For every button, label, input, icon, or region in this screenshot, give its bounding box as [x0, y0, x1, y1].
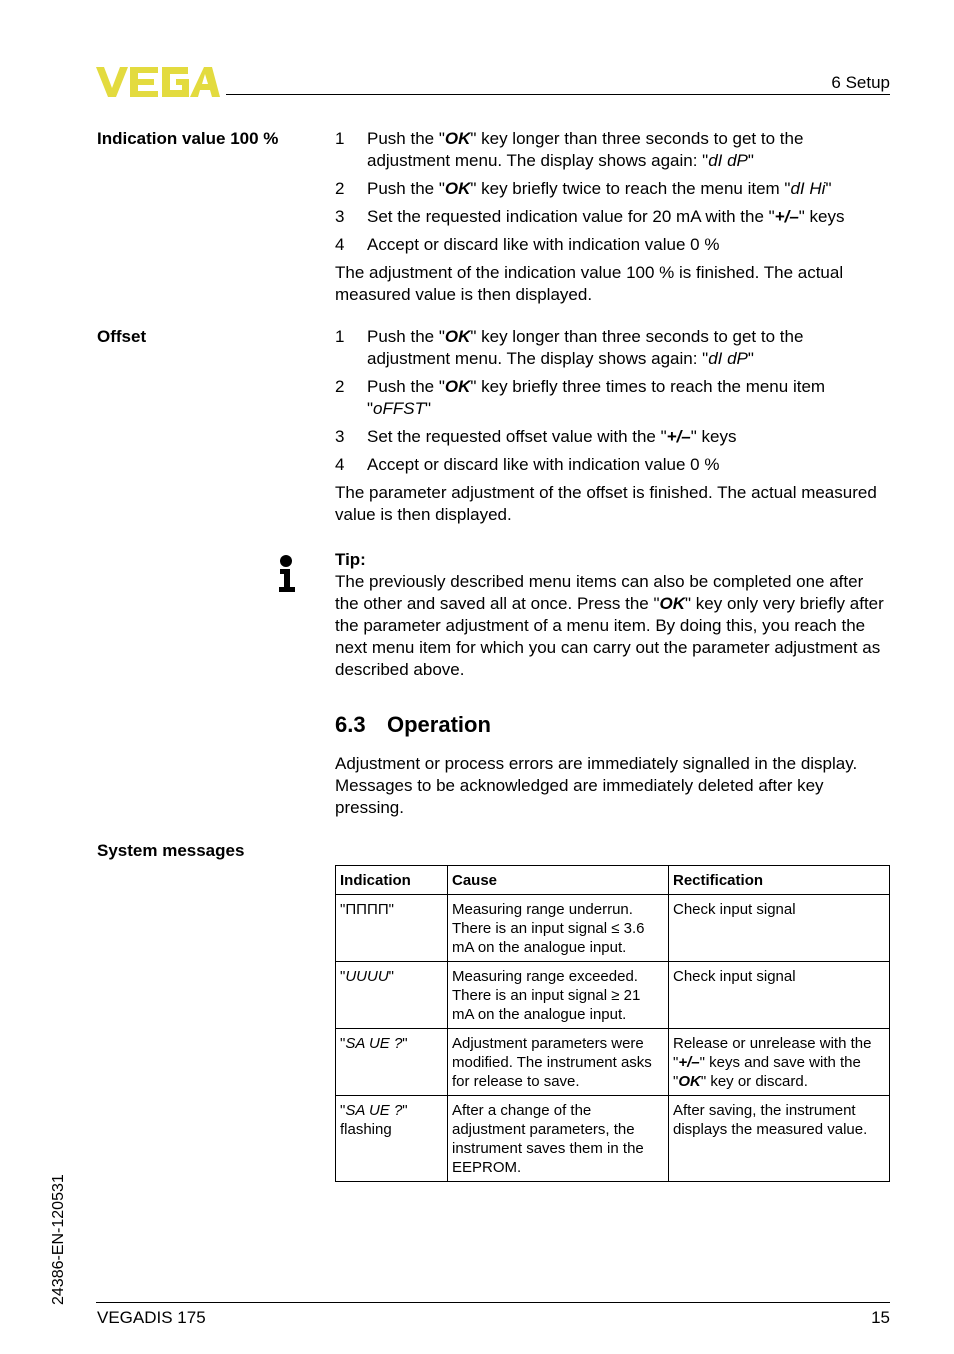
operation-intro: Adjustment or process errors are immediately signalled in the display. Messages to be acknowledged are immediately deleted after key pressing.	[335, 754, 858, 817]
col-header-rectification: Rectification	[669, 866, 890, 895]
step-3: 3 Set the requested indication value for 20 mA with the "+/–" keys	[335, 207, 845, 226]
header-section-ref: 6 Setup	[831, 73, 890, 92]
cell-cause: Adjustment parameters were modified. The instrument asks for release to save.	[448, 1029, 669, 1096]
cell-indication: "ΠΠΠΠ"	[336, 895, 448, 962]
label-indication-100: Indication value 100 %	[97, 129, 279, 148]
cell-rectification: Release or unrelease with the "+/–" keys and save with the "OK" key or discard.	[669, 1029, 890, 1096]
section-heading: 6.3 Operation	[335, 712, 491, 737]
table-header-row	[336, 866, 890, 895]
cell-cause: After a change of the adjustment parameters, the instrument saves them in the EEPROM.	[448, 1096, 669, 1182]
info-icon	[276, 554, 298, 594]
table-row	[336, 1096, 890, 1182]
cell-rectification: After saving, the instrument displays the measured value.	[669, 1096, 890, 1182]
offset-summary: The parameter adjustment of the offset is finished. The actual measured value is then displayed.	[335, 483, 877, 524]
cell-indication: "SA UE ?"	[336, 1029, 448, 1096]
document-id: 24386-EN-120531	[50, 1174, 67, 1305]
step-1: 1 Push the "OK" key longer than three seconds to get to the adjustment menu. The display shows again: "dI dP"	[335, 129, 804, 170]
label-system-messages: System messages	[97, 841, 245, 860]
header-rule	[226, 94, 890, 95]
cell-indication: "SA UE ?" flashing	[336, 1096, 448, 1182]
tip-title: Tip:	[335, 550, 366, 569]
tip-text: The previously described menu items can also be completed one after the other and saved all at once. Press the "OK" key only very briefly after the parameter adjustment of a menu item. By doing this, you reach the next menu item for which you can carry out the parameter adjustment as described above.	[335, 572, 884, 679]
offset-steps	[335, 326, 891, 526]
indication-100-steps	[335, 128, 891, 306]
cell-rectification: Check input signal	[669, 895, 890, 962]
footer-product: VEGADIS 175	[97, 1308, 206, 1327]
col-header-cause: Cause	[448, 866, 669, 895]
step-3: 3 Set the requested offset value with the "+/–" keys	[335, 427, 737, 446]
system-messages-table	[335, 865, 890, 1182]
col-header-indication: Indication	[336, 866, 448, 895]
step-1: 1 Push the "OK" key longer than three seconds to get to the adjustment menu. The display shows again: "dI dP"	[335, 327, 804, 368]
table-row	[336, 962, 890, 1029]
step-4: 4 Accept or discard like with indication value 0 %	[335, 235, 720, 254]
step-2: 2 Push the "OK" key briefly three times to reach the menu item "oFFST"	[335, 377, 826, 418]
page-number: 15	[871, 1308, 890, 1327]
step-4: 4 Accept or discard like with indication value 0 %	[335, 455, 720, 474]
indication-100-summary: The adjustment of the indication value 100 % is finished. The actual measured value is then displayed.	[335, 263, 844, 304]
tip-block	[335, 549, 891, 681]
cell-cause: Measuring range exceeded. There is an input signal ≥ 21 mA on the analogue input.	[448, 962, 669, 1029]
vega-logo	[96, 66, 220, 98]
cell-indication: "UUUU"	[336, 962, 448, 1029]
cell-rectification: Check input signal	[669, 962, 890, 1029]
step-2: 2 Push the "OK" key briefly twice to reach the menu item "dI Hi"	[335, 179, 832, 198]
table-row	[336, 895, 890, 962]
table-row	[336, 1029, 890, 1096]
footer-rule	[96, 1302, 890, 1303]
label-offset: Offset	[97, 327, 147, 346]
cell-cause: Measuring range underrun. There is an input signal ≤ 3.6 mA on the analogue input.	[448, 895, 669, 962]
